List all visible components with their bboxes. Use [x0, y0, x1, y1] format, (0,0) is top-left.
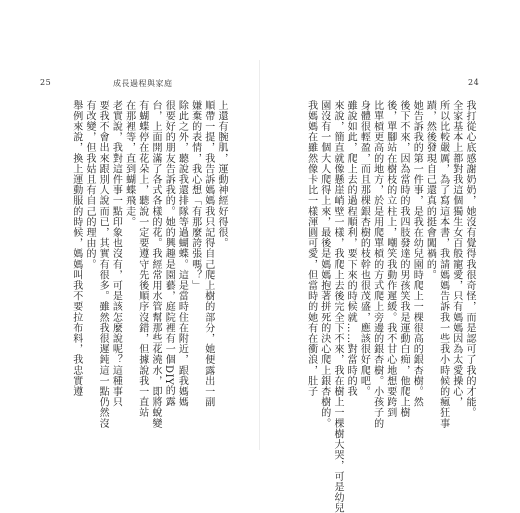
text-line: 我打從心底感謝奶奶，她沒有覺得我很奇怪，而是認可了我的才能。: [464, 100, 475, 418]
text-line: 後下不來，因為當時的我四肢發達的男孩笑我是運動白痴，他爬上樹: [397, 100, 409, 418]
text-line: 我媽媽在雖然像卡比一樣渾圓可愛，但當時的她有在衝浪，肚子: [305, 100, 317, 397]
text-line: 有蝴蝶停在花朵上，聽說一定要遵守先後順序沒錯，但據說我一直站: [136, 100, 148, 418]
text-line: 來說，簡直就像懸崖峭壁一樣，我爬上去後完全下不來，我在樹上一棵樹大哭，可是幼兒: [331, 100, 343, 513]
text-line: 有改變，但我姑且有自己的理由的。: [83, 100, 95, 270]
text-line: 身體很輕盈，而且那棵銀杏樹的枝幹也很茂盛，應該很好爬吧。: [358, 100, 370, 397]
text-line: 順帶一提，我告訴媽媽我只記得自己爬上樹的部分，她便露出一副: [202, 100, 214, 408]
text-line: 除此之外，聽說我還排隊等過蝴蝶。這是當時住在附近，跟我媽媽: [176, 100, 188, 408]
right-page-body: [280, 100, 476, 513]
text-line: 要我不會出來跟別人說而已，其實有很多。雖然我很遲鈍這一點仍然沒: [97, 100, 109, 429]
text-line: 雖說如此，爬上去的過程順利，要下來的時候就……對當時的我: [345, 100, 357, 397]
text-line: 在那裡等，直到蝴蝶飛走。: [123, 100, 135, 228]
left-running-header: 成長過程與家庭: [113, 79, 173, 88]
text-line: 台，上面開滿了各式各樣的花。我經常用水管幫那些花澆水，即將蛻變: [149, 100, 161, 429]
text-line: 所以比較嚴厲，為了寫這本書，我請媽媽告訴我一些我小時候的瘋狂事: [437, 100, 449, 429]
left-page-body: [60, 100, 228, 429]
text-line: 蹟，然後發現自己還真的挺會闖禍的。: [424, 100, 436, 281]
text-line: 老實說，我對這件事一點印象也沒有，可是該怎麼說呢？這種事只: [110, 100, 122, 408]
page-gutter: [259, 60, 260, 450]
text-line: 園沒有一個大人爬得上來，最後是媽媽抱著拼死的決心爬上銀杏樹的。: [318, 100, 330, 429]
text-line: 很要好的朋友告訴我的。她的興趣是園藝，庭院裡有一個DIY的露: [163, 100, 175, 407]
text-line: 上還有腕肌，運動神經好得很。: [216, 100, 227, 249]
right-page-number: 24: [468, 78, 480, 87]
text-line: 後，單腳站在樹枝的立柱上，嘲笑我動作遲緩。我不甘心地想要跨到: [384, 100, 396, 418]
text-line: 全家基本上都對我這個獨生女百般寵愛，只有媽媽因為太愛操心，: [450, 100, 462, 408]
text-line: 嫌棄的表情，我心想「有那麼誇張嗎？」: [189, 100, 201, 291]
text-line: 比單槓更高的地方，於是用爬單槓的方式爬上旁邊的銀杏樹。小孩子的: [371, 100, 383, 429]
text-line: 她告訴我的第一件事，是我在幼兒園時爬上一棵很高的銀杏樹。然: [411, 100, 423, 408]
text-line: 舉例來說，換上運動服的時候，媽媽叫我不要拉布料，我忠實遵: [70, 100, 82, 397]
left-page-number: 25: [40, 78, 52, 87]
